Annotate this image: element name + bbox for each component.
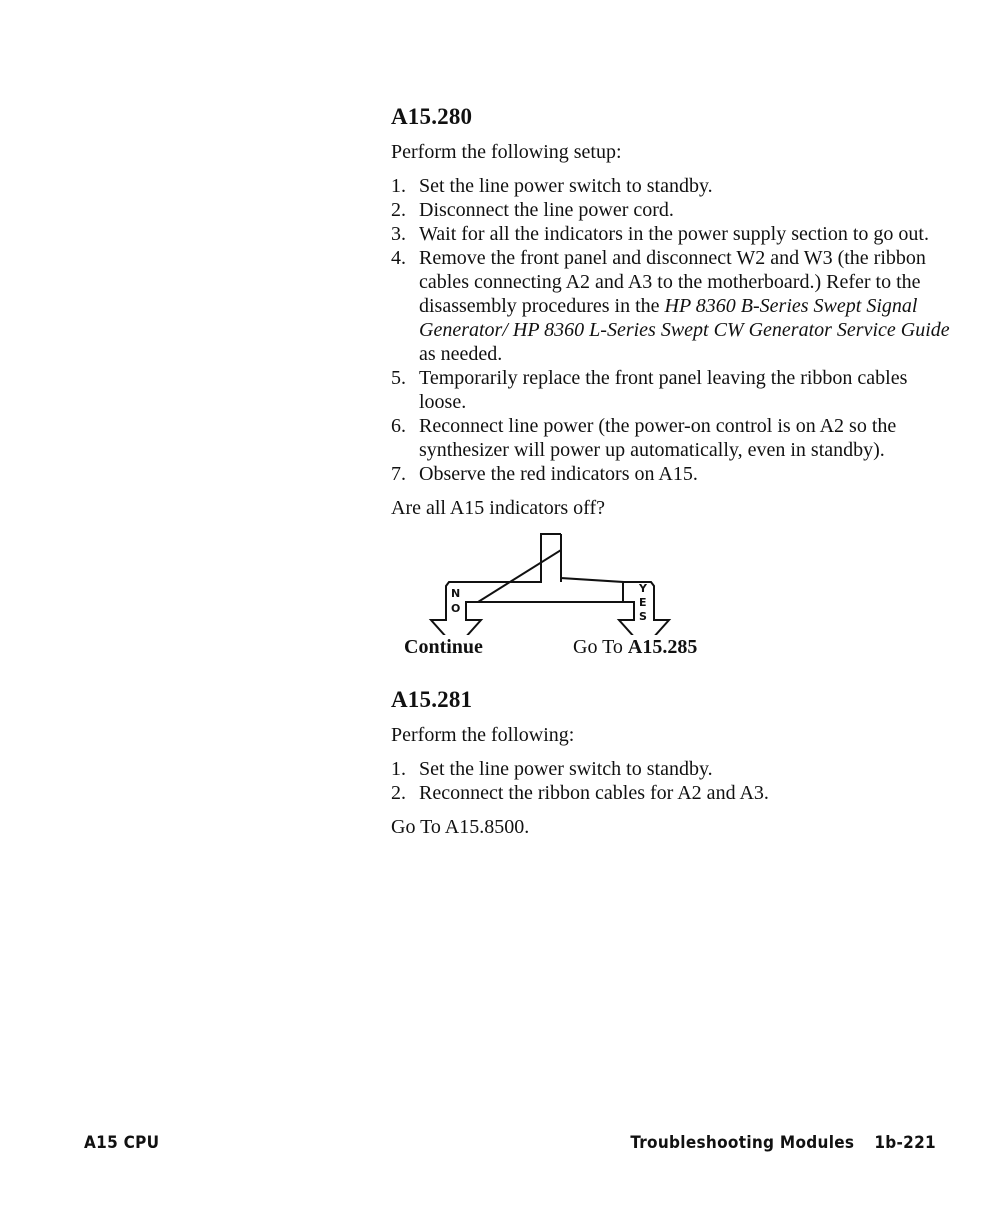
- step-number: 2.: [391, 199, 406, 221]
- step-number: 1.: [391, 175, 406, 197]
- no-letter-n: N: [451, 587, 461, 600]
- step-number: 3.: [391, 223, 406, 245]
- yes-letter-e: E: [639, 596, 647, 609]
- step-number: 4.: [391, 247, 406, 269]
- step-item: [391, 366, 951, 414]
- step-item: [391, 462, 951, 486]
- step-item: [391, 414, 951, 462]
- step-item: [391, 222, 951, 246]
- yes-no-decision-diagram: [391, 530, 951, 665]
- step-number: 2.: [391, 782, 406, 804]
- step-item: [391, 781, 951, 805]
- section-heading: A15.281: [391, 687, 473, 712]
- footer-right: [630, 1133, 936, 1153]
- step-number: 7.: [391, 463, 406, 485]
- no-letter-o: O: [451, 602, 461, 615]
- footer-section-name: A15 CPU: [84, 1133, 160, 1153]
- step-text: Reconnect the ribbon cables for A2 and A3.: [419, 782, 769, 804]
- step-number: 5.: [391, 367, 406, 389]
- page-content: [391, 104, 951, 849]
- decision-stem: [541, 534, 561, 582]
- step-list: [391, 757, 951, 805]
- section-intro: Perform the following setup:: [391, 141, 622, 163]
- page-number: 1b-221: [874, 1133, 936, 1153]
- step-text: Observe the red indicators on A15.: [419, 463, 698, 485]
- step-item: [391, 174, 951, 198]
- step-text: Temporarily replace the front panel leaving the ribbon cables loose.: [419, 367, 908, 413]
- decision-bar: [478, 548, 623, 602]
- section-a15-281: [391, 687, 951, 839]
- section-a15-280: [391, 104, 951, 665]
- step-list: [391, 174, 951, 486]
- yes-branch-label: [573, 636, 697, 659]
- step-number: 6.: [391, 415, 406, 437]
- closing-instruction: Go To A15.8500.: [391, 816, 530, 838]
- step-text: Remove the front panel and disconnect W2 and W3 (the ribbon cables connecting A2 and A3 to the motherboard.) Refer to the disassembly procedures in the: [419, 247, 926, 317]
- yes-branch-target: A15.285: [627, 636, 698, 658]
- step-item: [391, 246, 951, 366]
- step-text: Set the line power switch to standby.: [419, 175, 713, 197]
- step-text-end: as needed.: [419, 343, 503, 365]
- decision-arrows-graphic: [391, 530, 711, 635]
- step-text: Set the line power switch to standby.: [419, 758, 713, 780]
- yes-branch-prefix: Go To: [573, 636, 628, 658]
- step-text: Disconnect the line power cord.: [419, 199, 674, 221]
- yes-letter-s: S: [639, 610, 647, 623]
- step-item: [391, 757, 951, 781]
- step-text: Wait for all the indicators in the power supply section to go out.: [419, 223, 929, 245]
- step-item: [391, 198, 951, 222]
- no-branch-label: Continue: [404, 636, 483, 658]
- decision-question: Are all A15 indicators off?: [391, 497, 606, 519]
- section-intro: Perform the following:: [391, 724, 575, 746]
- service-guide-title: HP 8360 B-Series Swept Signal Generator/ HP 8360 L-Series Swept CW Generator Service Guide: [419, 295, 950, 341]
- section-heading: A15.280: [391, 104, 473, 129]
- step-text: Reconnect line power (the power-on control is on A2 so the synthesizer will power up automatically, even in standby).: [419, 415, 897, 461]
- footer-chapter-title: Troubleshooting Modules: [630, 1133, 855, 1153]
- step-number: 1.: [391, 758, 406, 780]
- yes-letter-y: Y: [639, 582, 647, 595]
